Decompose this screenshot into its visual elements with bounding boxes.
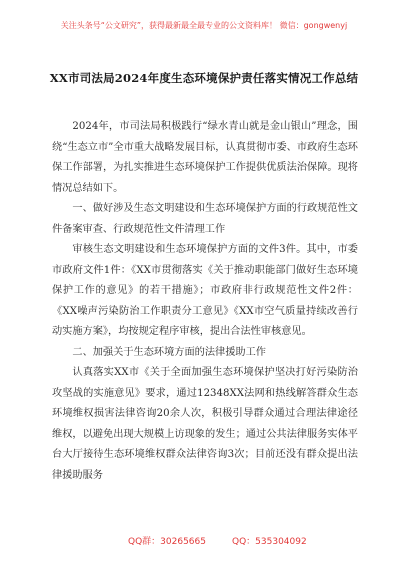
- footer-qq-group: QQ群：30265665: [128, 537, 206, 547]
- document-body: [52, 117, 358, 486]
- paragraph-intro: 2024年，市司法局积极践行“绿水青山就是金山银山”理念，围绕“生态立市”全市重大战略发展目标，认真贯彻市委、市政府生态环保工作部署，为扎实推进生态环境保护工作提供优质法治保障。现将情况总结如下。: [52, 121, 358, 194]
- section-heading-1: 一、做好涉及生态文明建设和生态环境保护方面的行政规范性文件备案审查、行政规范性文件清理工作: [52, 203, 358, 235]
- top-banner: 关注头条号“公文研究”，获得最新最全最专业的公文资料库！ 微信：gongwenyj: [60, 21, 348, 30]
- paragraph-section-2: 认真落实XX市《关于全面加强生态环境保护坚决打好污染防治攻坚战的实施意见》要求，通过12348XX法网和热线解答群众生态环境维权损害法律咨询20余人次，积极引导群众通过合理法律途径维权，以避免出现大规模上访现象的发生；通过公共法律服务实体平台大厅接待生态环境维权群众法律咨询3次；目前还没有群众提出法律援助服务: [52, 367, 358, 481]
- document-title: XX市司法局2024年度生态环境保护责任落实情况工作总结: [49, 71, 359, 85]
- section-heading-2: 二、加强关于生态环境方面的法律援助工作: [72, 346, 266, 358]
- paragraph-section-1: 审核生态文明建设和生态环境保护方面的文件3件。其中，市委市政府文件1件：《XX市贯彻落实《关于推动职能部门做好生态环境保护工作的意见》的若干措施》；市政府非行政规范性文件2件：《XX噪声污染防治工作职责分工意见》《XX市空气质量持续改善行动实施方案》，均按规定程序审核，提出合法性审核意见。: [52, 244, 358, 337]
- footer-qq-number: QQ：535304092: [232, 537, 307, 547]
